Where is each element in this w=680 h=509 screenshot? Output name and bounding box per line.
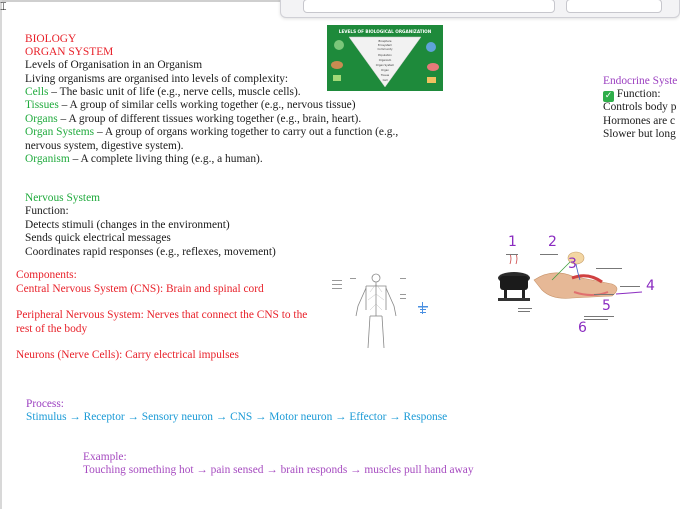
triangle-level-label: Organ System (375, 64, 395, 67)
window-left-border (0, 0, 2, 509)
level-desc: – A group of similar cells working together (e.g., nervous tissue) (58, 99, 356, 111)
function-item: Detects stimuli (changes in the environment) (25, 219, 230, 231)
triangle-level-label: Biosphere (378, 40, 392, 43)
reflex-number-label: 2 (548, 234, 557, 250)
level-desc: – A complete living thing (e.g., a human). (69, 153, 263, 165)
endocrine-line: Slower but long (603, 128, 676, 140)
reflex-number-label: 3 (568, 256, 577, 272)
triangle-level-label: Tissue (380, 74, 390, 77)
heading-topic: ORGAN SYSTEM (25, 46, 114, 58)
function-item: Sends quick electrical messages (25, 232, 171, 244)
level-item-cells (25, 86, 301, 99)
function-item: Coordinates rapid responses (e.g., reflexes, movement) (25, 246, 276, 258)
levels-of-organization-image (327, 25, 443, 91)
reflex-number-label: 6 (578, 320, 587, 336)
endocrine-line: Hormones are c (603, 115, 676, 127)
process-flow: Stimulus → Receptor → Sensory neuron → CNS → Motor neuron → Effector → Response (26, 411, 448, 423)
triangle-level-label: Community (377, 48, 393, 51)
example-label: Example: (83, 451, 127, 463)
level-desc: – A group of different tissues working together (e.g., brain, heart). (57, 113, 362, 125)
nervous-system-diagram (330, 270, 430, 352)
endocrine-title: Endocrine Syste (603, 75, 678, 87)
triangle-level-label: Ecosystem (377, 44, 393, 47)
pns-text-line2: rest of the body (16, 323, 88, 335)
nervous-system-title: Nervous System (25, 192, 100, 204)
floating-toolbar (280, 0, 680, 18)
level-item-organism (25, 153, 263, 166)
level-term: Organ Systems (25, 126, 95, 138)
level-item-continuation (25, 140, 184, 153)
endocrine-function (603, 88, 661, 102)
components-label: Components: (16, 269, 77, 281)
endocrine-line: Controls body p (603, 101, 677, 113)
level-item-organ-systems (25, 126, 398, 139)
levels-title: Levels of Organisation in an Organism (25, 59, 203, 71)
reflex-number-label: 4 (646, 278, 655, 294)
example-text: Touching something hot → pain sensed → brain responds → muscles pull hand away (83, 464, 474, 476)
triangle-level-label: Cell (382, 79, 388, 82)
neurons-text: Neurons (Nerve Cells): Carry electrical impulses (16, 349, 239, 361)
levels-intro: Living organisms are organised into levels of complexity: (25, 73, 289, 85)
cns-text: Central Nervous System (CNS): Brain and spinal cord (16, 283, 264, 295)
function-label: Function: (25, 205, 69, 217)
triangle-image-title: LEVELS OF BIOLOGICAL ORGANIZATION (338, 29, 432, 34)
level-term: Organs (25, 113, 58, 125)
triangle-level-label: Organism (378, 59, 392, 62)
reflex-arc-diagram (492, 228, 662, 338)
level-desc: – A group of organs working together to carry out a function (e.g., (94, 126, 399, 138)
heading-subject: BIOLOGY (25, 33, 77, 45)
level-item-tissues (25, 99, 356, 112)
text-cursor-icon: ⌶ (0, 0, 7, 13)
level-term: Tissues (25, 99, 59, 111)
level-term: Organism (25, 153, 70, 165)
toolbar-dropdown[interactable] (566, 0, 662, 13)
reflex-number-label: 5 (602, 298, 611, 314)
level-desc: nervous system, digestive system). (25, 140, 184, 152)
level-item-organs (25, 113, 361, 126)
reflex-number-label: 1 (508, 234, 517, 250)
checkmark-icon: ✓ (604, 91, 613, 101)
toolbar-field[interactable] (303, 0, 555, 13)
process-label: Process: (26, 398, 64, 410)
level-desc: – The basic unit of life (e.g., nerve cells, muscle cells). (48, 86, 301, 98)
pns-text-line1: Peripheral Nervous System: Nerves that connect the CNS to the (16, 309, 308, 321)
endocrine-function-label: Function: (616, 88, 661, 100)
triangle-level-label: Organ (381, 69, 389, 72)
triangle-level-label: Population (378, 54, 392, 57)
level-term: Cells (25, 86, 49, 98)
